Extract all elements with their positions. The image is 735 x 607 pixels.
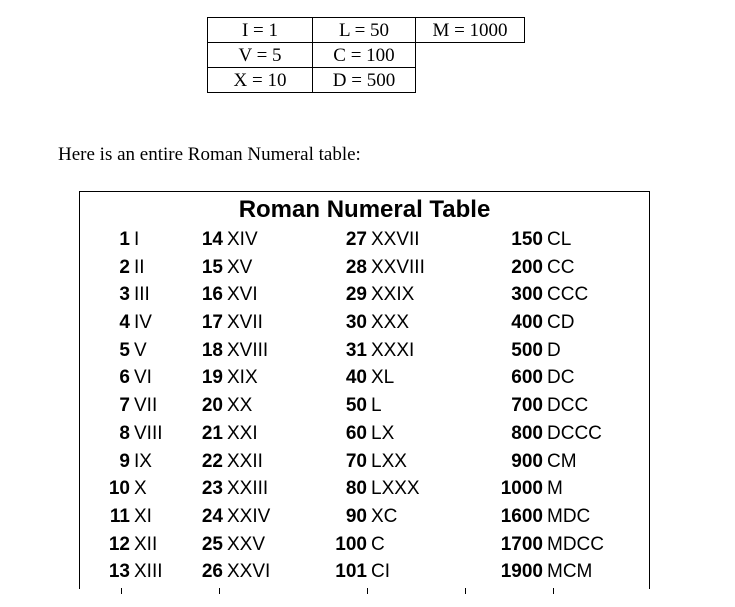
arabic-number: 40 (345, 367, 367, 389)
table-row (80, 534, 651, 562)
arabic-number: 150 (511, 229, 543, 250)
tick-mark (367, 588, 368, 594)
arabic-number: 22 (201, 450, 223, 472)
roman-numeral: D (547, 339, 561, 361)
roman-numeral: CI (371, 561, 390, 583)
arabic-number: 31 (345, 339, 367, 361)
roman-numeral: XXVIII (371, 256, 425, 278)
roman-numeral: XIX (227, 367, 258, 389)
key-cell: C = 100 (313, 43, 416, 68)
roman-key-table (207, 17, 525, 93)
key-cell-empty (416, 43, 525, 68)
arabic-number: 100 (335, 533, 367, 555)
arabic-number: 1600 (500, 505, 543, 527)
roman-numeral: CC (547, 256, 575, 278)
table-row (80, 284, 651, 312)
arabic-number: 9 (119, 450, 130, 472)
arabic-number: 30 (345, 312, 367, 334)
arabic-number: 900 (511, 450, 543, 472)
roman-numeral: LX (371, 422, 395, 444)
roman-numeral: CD (547, 312, 575, 334)
arabic-number: 2 (119, 256, 130, 278)
roman-numeral: DCCC (547, 422, 602, 444)
arabic-number: 4 (119, 312, 130, 334)
table-row (80, 312, 651, 340)
arabic-number: 12 (108, 533, 130, 555)
roman-numeral: IV (134, 312, 152, 334)
key-row (208, 68, 525, 93)
key-cell: D = 500 (313, 68, 416, 93)
table-row (80, 257, 651, 285)
arabic-number: 70 (345, 450, 367, 472)
roman-numeral: C (371, 533, 385, 555)
arabic-number: 7 (119, 395, 130, 417)
table-row (80, 451, 651, 479)
roman-numeral: DCC (547, 395, 589, 417)
arabic-number: 27 (345, 229, 367, 250)
arabic-number: 3 (119, 284, 130, 306)
table-row (80, 423, 651, 451)
roman-numeral: XXIX (371, 284, 415, 306)
arabic-number: 200 (511, 256, 543, 278)
intro-text: Here is an entire Roman Numeral table: (58, 144, 361, 165)
key-row (208, 18, 525, 43)
roman-numeral: V (134, 339, 147, 361)
table-row (80, 478, 651, 506)
arabic-number: 17 (201, 312, 223, 334)
table-row (80, 506, 651, 534)
roman-numeral: XXIV (227, 505, 271, 527)
roman-numeral: IX (134, 450, 152, 472)
arabic-number: 8 (119, 422, 130, 444)
roman-numeral: XXI (227, 422, 258, 444)
roman-numeral: VIII (134, 422, 163, 444)
roman-numeral: VII (134, 395, 158, 417)
bottom-tick-marks (79, 588, 650, 598)
table-title: Roman Numeral Table (238, 196, 491, 223)
roman-numeral: XI (134, 505, 152, 527)
roman-numeral: XIV (227, 229, 258, 250)
table-row (80, 229, 651, 257)
key-cell: M = 1000 (416, 18, 525, 43)
roman-numeral: II (134, 256, 145, 278)
roman-numeral: XXVII (371, 229, 420, 250)
arabic-number: 25 (201, 533, 223, 555)
arabic-number: 50 (345, 395, 367, 417)
roman-numeral: XC (371, 505, 398, 527)
key-cell: V = 5 (208, 43, 313, 68)
roman-numeral: MCM (547, 561, 593, 583)
arabic-number: 1900 (500, 561, 543, 583)
roman-numeral: XXII (227, 450, 263, 472)
table-row (80, 561, 651, 589)
roman-numeral: MDCC (547, 533, 604, 555)
arabic-number: 80 (345, 478, 367, 500)
roman-numeral-table (79, 191, 650, 589)
roman-numeral: X (134, 478, 147, 500)
arabic-number: 20 (201, 395, 223, 417)
roman-numeral: VI (134, 367, 152, 389)
key-row (208, 43, 525, 68)
arabic-number: 600 (511, 367, 543, 389)
roman-numeral: XVI (227, 284, 258, 306)
arabic-number: 700 (511, 395, 543, 417)
table-row (80, 395, 651, 423)
arabic-number: 101 (335, 561, 367, 583)
roman-numeral: MDC (547, 505, 591, 527)
tick-mark (219, 588, 220, 594)
arabic-number: 1000 (500, 478, 543, 500)
table-row (80, 367, 651, 395)
roman-numeral: XIII (134, 561, 163, 583)
roman-numeral: CCC (547, 284, 589, 306)
arabic-number: 800 (511, 422, 543, 444)
arabic-number: 19 (201, 367, 223, 389)
arabic-number: 6 (119, 367, 130, 389)
roman-numeral: XV (227, 256, 253, 278)
roman-numeral: XII (134, 533, 158, 555)
roman-numeral: XVII (227, 312, 263, 334)
roman-numeral: LXX (371, 450, 407, 472)
arabic-number: 11 (109, 505, 130, 527)
tick-mark (121, 588, 122, 594)
arabic-number: 18 (201, 339, 223, 361)
arabic-number: 24 (201, 505, 223, 527)
arabic-number: 29 (345, 284, 367, 306)
tick-mark (553, 588, 554, 594)
arabic-number: 10 (108, 478, 130, 500)
arabic-number: 15 (201, 256, 223, 278)
arabic-number: 300 (511, 284, 543, 306)
arabic-number: 13 (108, 561, 130, 583)
roman-numeral: DC (547, 367, 575, 389)
roman-numeral: I (134, 229, 140, 250)
roman-numeral: CM (547, 450, 577, 472)
arabic-number: 400 (511, 312, 543, 334)
roman-numeral: XX (227, 395, 253, 417)
arabic-number: 1 (119, 229, 130, 250)
arabic-number: 23 (201, 478, 223, 500)
arabic-number: 1700 (500, 533, 543, 555)
roman-numeral: III (134, 284, 150, 306)
roman-numeral: XXXI (371, 339, 415, 361)
arabic-number: 28 (345, 256, 367, 278)
arabic-number: 16 (201, 284, 223, 306)
arabic-number: 5 (119, 339, 130, 361)
roman-numeral: M (547, 478, 563, 500)
roman-numeral: XXVI (227, 561, 271, 583)
table-row (80, 340, 651, 368)
arabic-number: 90 (345, 505, 367, 527)
arabic-number: 26 (201, 561, 223, 583)
roman-numeral: LXXX (371, 478, 420, 500)
key-cell: I = 1 (208, 18, 313, 43)
arabic-number: 14 (201, 229, 223, 250)
tick-mark (465, 588, 466, 594)
arabic-number: 21 (201, 422, 223, 444)
arabic-number: 60 (345, 422, 367, 444)
roman-numeral: L (371, 395, 382, 417)
key-cell: L = 50 (313, 18, 416, 43)
roman-numeral: XL (371, 367, 395, 389)
roman-numeral: CL (547, 229, 572, 250)
roman-numeral: XXV (227, 533, 266, 555)
roman-numeral: XXIII (227, 478, 269, 500)
key-cell: X = 10 (208, 68, 313, 93)
roman-numeral: XVIII (227, 339, 269, 361)
arabic-number: 500 (511, 339, 543, 361)
roman-numeral: XXX (371, 312, 410, 334)
key-cell-empty (416, 68, 525, 93)
table-column (80, 229, 651, 589)
